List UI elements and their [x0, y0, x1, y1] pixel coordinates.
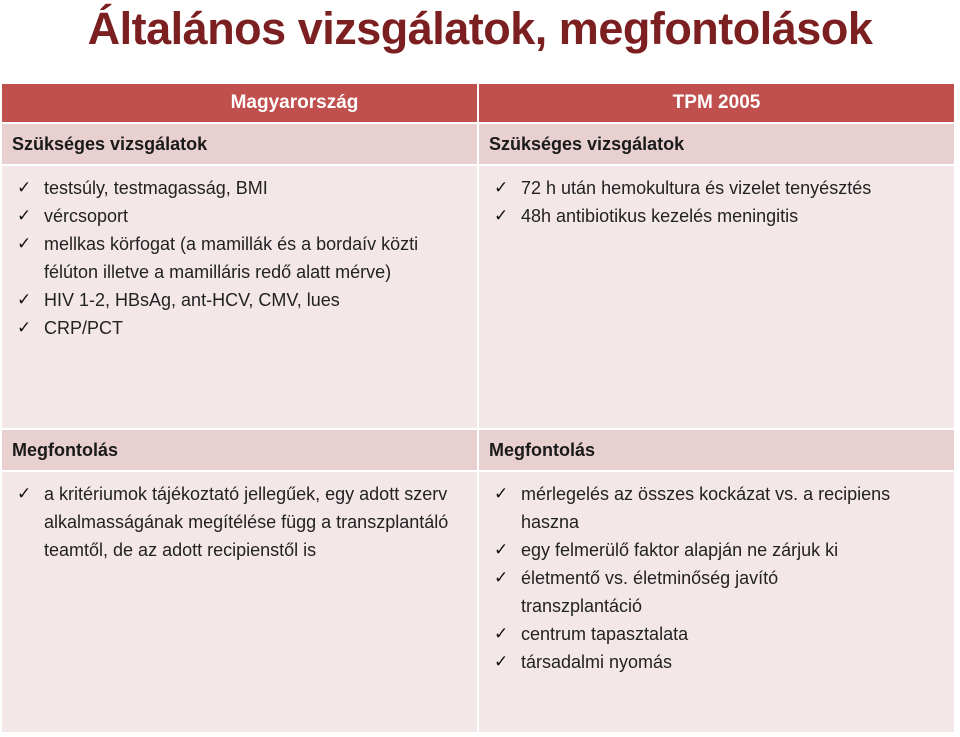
left-required-cell — [2, 166, 479, 430]
left-consideration-label: Megfontolás — [2, 430, 479, 472]
list-item: ✓ a kritériumok tájékoztató jellegűek, egy adott szerv alkalmasságának megítélése függ a transzplantáló teamtől, de az adott recipienstől is — [14, 480, 462, 564]
checkmark-icon: ✓ — [17, 206, 32, 226]
list-item: ✓ 48h antibiotikus kezelés meningitis — [491, 202, 946, 230]
right-required-cell — [479, 166, 956, 430]
checkmark-icon: ✓ — [494, 624, 509, 644]
header-tpm: TPM 2005 — [479, 84, 956, 124]
left-consideration-list — [14, 480, 469, 564]
list-item: ✓ vércsoport — [14, 202, 469, 230]
list-item: ✓ 72 h után hemokultura és vizelet tenyésztés — [491, 174, 946, 202]
checkmark-icon: ✓ — [494, 652, 509, 672]
list-item: ✓ egy felmerülő faktor alapján ne zárjuk ki — [491, 536, 946, 564]
list-item: ✓ testsúly, testmagasság, BMI — [14, 174, 469, 202]
checkmark-icon: ✓ — [17, 290, 32, 310]
list-item: ✓ CRP/PCT — [14, 314, 469, 342]
checkmark-icon: ✓ — [494, 178, 509, 198]
comparison-table — [2, 84, 956, 734]
checkmark-icon: ✓ — [494, 568, 509, 588]
right-required-list — [491, 174, 946, 230]
right-consideration-label: Megfontolás — [479, 430, 956, 472]
list-item: ✓ HIV 1-2, HBsAg, ant-HCV, CMV, lues — [14, 286, 469, 314]
right-consideration-cell — [479, 472, 956, 734]
checkmark-icon: ✓ — [17, 318, 32, 338]
checkmark-icon: ✓ — [17, 178, 32, 198]
right-required-label: Szükséges vizsgálatok — [479, 124, 956, 166]
checkmark-icon: ✓ — [494, 540, 509, 560]
list-item: ✓ centrum tapasztalata — [491, 620, 946, 648]
left-required-list — [14, 174, 469, 342]
left-required-label: Szükséges vizsgálatok — [2, 124, 479, 166]
right-consideration-list — [491, 480, 946, 676]
list-item: ✓ mérlegelés az összes kockázat vs. a recipiens haszna — [491, 480, 946, 536]
checkmark-icon: ✓ — [494, 206, 509, 226]
list-item: ✓ életmentő vs. életminőség javító transzplantáció — [491, 564, 821, 620]
slide-title: Általános vizsgálatok, megfontolások — [87, 3, 873, 54]
left-consideration-cell — [2, 472, 479, 734]
checkmark-icon: ✓ — [494, 484, 509, 504]
checkmark-icon: ✓ — [17, 484, 32, 504]
list-item: ✓ társadalmi nyomás — [491, 648, 946, 676]
checkmark-icon: ✓ — [17, 234, 32, 254]
header-hungary: Magyarország — [2, 84, 479, 124]
list-item: ✓ mellkas körfogat (a mamillák és a bordaív közti félúton illetve a mamilláris redő alatt mérve) — [14, 230, 444, 286]
